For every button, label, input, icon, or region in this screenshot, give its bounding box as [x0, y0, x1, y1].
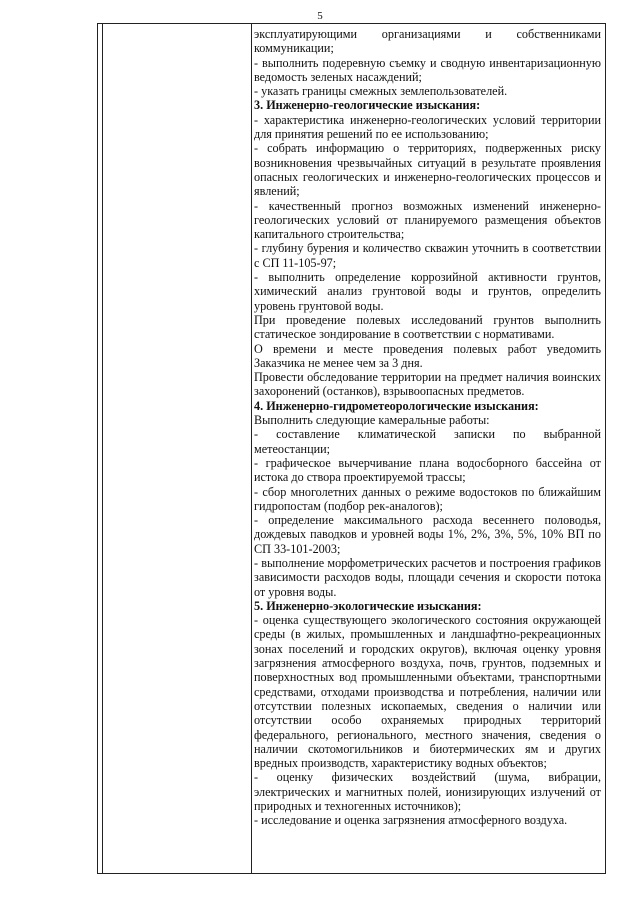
requirement-paragraph: - оценку физических воздействий (шума, вибрации, электрических и магнитных полей, ионизирующих излучений от природных и техногенных источников); — [254, 770, 601, 814]
requirement-paragraph: О времени и месте проведения полевых работ уведомить Заказчика не менее чем за 3 дня. — [254, 341, 601, 370]
requirement-paragraph: - составление климатической записки по выбранной метеостанции; — [254, 427, 601, 456]
section-heading: 4. Инженерно-гидрометеорологические изыскания: — [254, 398, 539, 413]
requirement-paragraph: - выполнение морфометрических расчетов и построения графиков зависимости расходов воды, площади сечения и скорости потока от уровня воды. — [254, 555, 601, 599]
requirement-paragraph: - глубину бурения и количество скважин уточнить в соответствии с СП 11-105-97; — [254, 241, 601, 270]
requirement-paragraph: При проведение полевых исследований грунтов выполнить статическое зондирование в соответствии с нормативами. — [254, 312, 601, 342]
requirement-paragraph: - выполнить подеревную съемку и сводную инвентаризационную ведомость зеленых насаждений; — [254, 55, 601, 84]
requirement-paragraph: эксплуатирующими организациями и собственниками коммуникации; — [254, 27, 601, 56]
requirement-paragraph: - собрать информацию о территориях, подверженных риску возникновения чрезвычайных ситуаций в результате проявления опасных геологических и инженерно-геологических процессов и явлений; — [254, 141, 601, 199]
section-heading: 3. Инженерно-геологические изыскания: — [254, 98, 481, 113]
requirement-paragraph: - характеристика инженерно-геологических условий территории для принятия решений по ее использованию; — [254, 112, 601, 142]
table-column-parameter — [102, 24, 252, 873]
page-number: 5 — [317, 10, 323, 22]
requirement-paragraph: Провести обследование территории на предмет наличия воинских захоронений (останков), взрывоопасных предметов. — [254, 370, 601, 399]
requirement-paragraph: - графическое вычерчивание плана водосборного бассейна от истока до створа проектируемой трассы; — [254, 455, 601, 485]
requirements-table — [97, 23, 606, 874]
requirement-paragraph: - выполнить определение коррозийной активности грунтов, химический анализ грунтовой воды и грунтов, определить уровень грунтовой воды. — [254, 270, 601, 313]
table-column-requirements — [254, 27, 601, 828]
section-heading: 5. Инженерно-экологические изыскания: — [254, 598, 482, 613]
requirement-paragraph: - качественный прогноз возможных изменений инженерно-геологических условий от планируемого размещения объектов капитального строительства; — [254, 198, 601, 242]
requirement-paragraph: - указать границы смежных землепользователей. — [254, 84, 508, 99]
requirement-paragraph: - оценка существующего экологического состояния окружающей среды (в жилых, промышленных и ландшафтно-рекреационных зонах поселений и городских округов), включая оценку уровня загрязнения атмосферного воздуха, почв, грунтов, подземных и поверхностных вод промышленными объектами, транспортными средствами, отходами производства и потребления, наличии или отсутствии полезных ископаемых, сведения о наличии или отсутствии особо охраняемых природных территорий федерального, регионального, местного значения, сведения о наличии скотомогильников и биотермических ям и других вредных производств, характеристику водных объектов; — [254, 613, 601, 771]
requirement-paragraph: - определение максимального расхода весеннего половодья, дождевых паводков и уровней воды 1%, 2%, 3%, 5%, 10% ВП по СП 33-101-2003; — [254, 513, 601, 556]
requirement-paragraph: Выполнить следующие камеральные работы: — [254, 413, 490, 428]
requirement-paragraph: - сбор многолетних данных о режиме водостоков по ближайшим гидропостам (подбор рек-аналогов); — [254, 484, 601, 513]
requirement-paragraph: - исследование и оценка загрязнения атмосферного воздуха. — [254, 813, 568, 828]
